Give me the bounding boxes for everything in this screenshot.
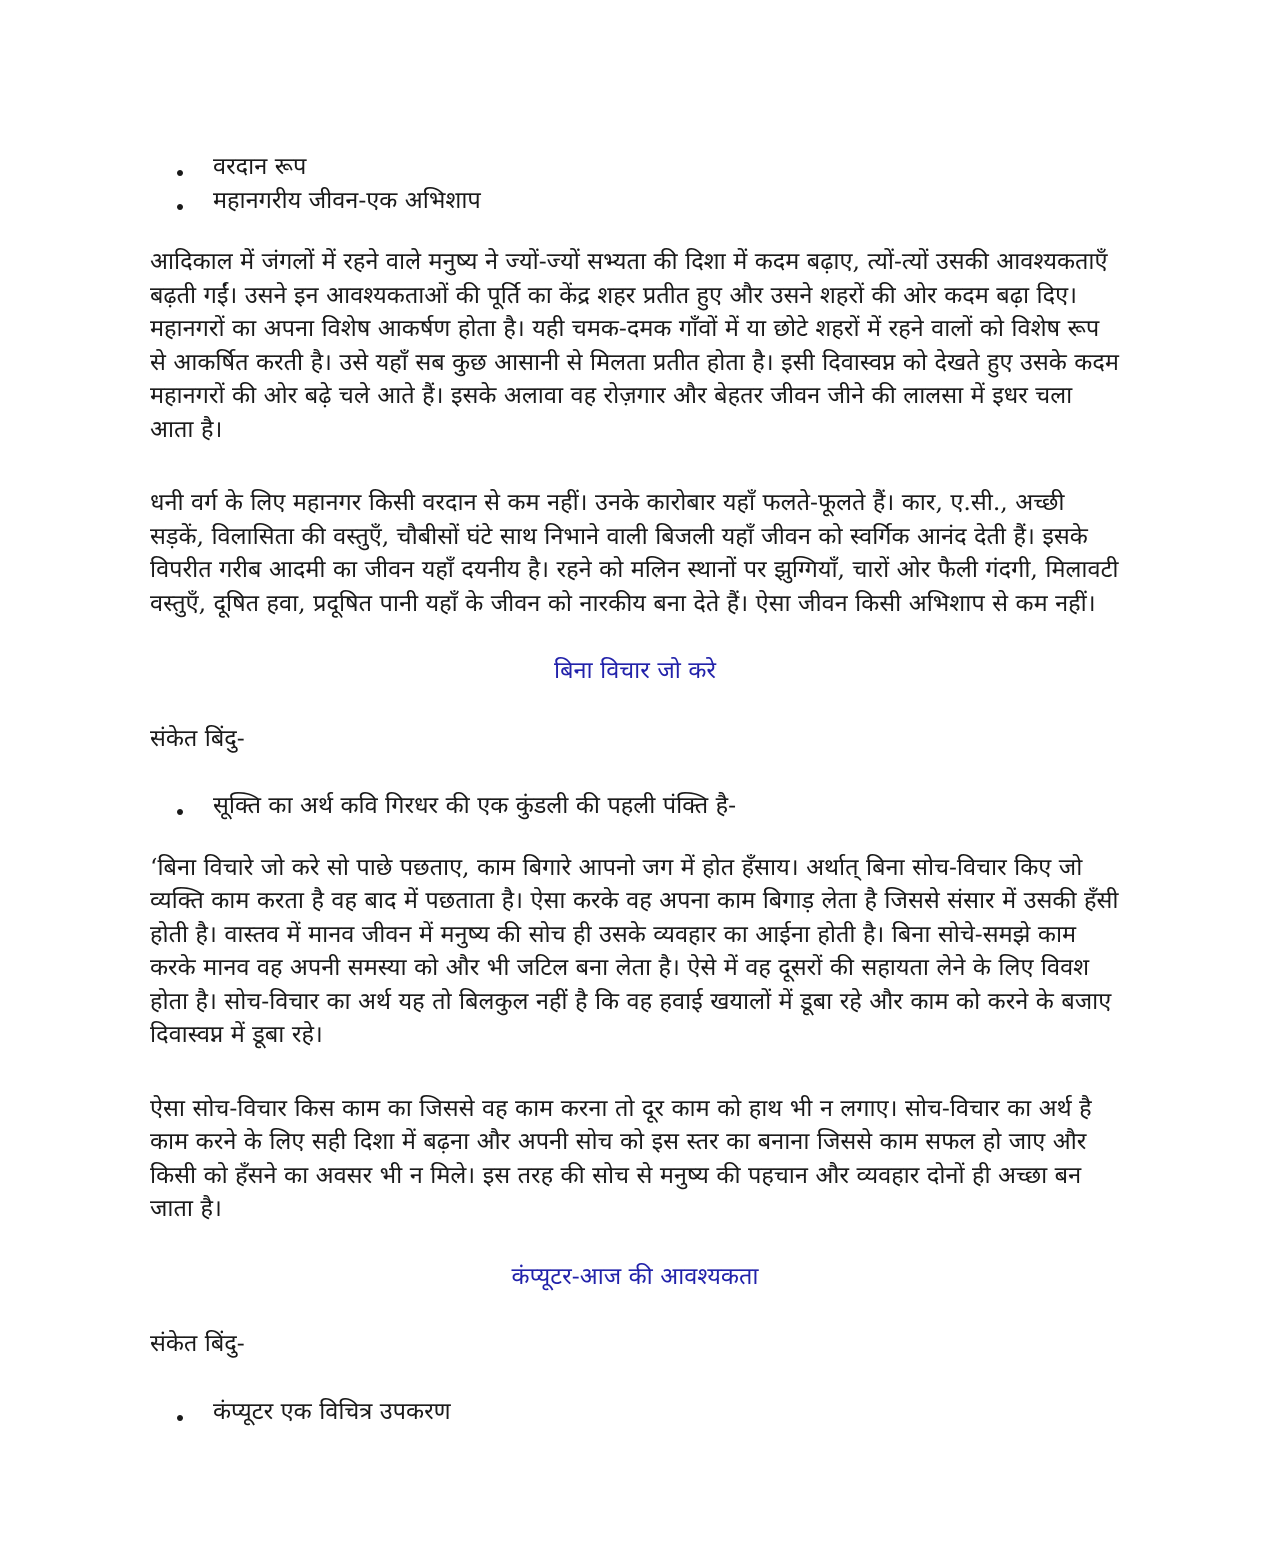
paragraph: ऐसा सोच-विचार किस काम का जिससे वह काम करना तो दूर काम को हाथ भी न लगाए। सोच-विचार का अर्थ है काम करने के लिए सही दिशा में बढ़ना और अपनी सोच को इस स्तर का बनाना जिससे काम सफल हो जाए और किसी को हँसने का अवसर भी न मिले। इस तरह की सोच से मनुष्य की पहचान और व्यवहार दोनों ही अच्छा बन जाता है।	[150, 1093, 1092, 1222]
hint-label: संकेत बिंदु-	[150, 1329, 245, 1357]
spacer	[150, 446, 1120, 486]
hint-label: संकेत बिंदु-	[150, 723, 245, 752]
paragraph: ‘बिना विचारे जो करे सो पाछे पछताए, काम बिगारे आपनो जग में होत हँसाय। अर्थात् बिना सोच-विचार किए जो व्यक्ति काम करता है वह बाद में पछताता है। ऐसा करके वह अपना काम बिगाड़ लेता है जिससे संसार में उसकी हँसी होती है। वास्तव में मानव जीवन में मनुष्य की सोच ही उसके व्यवहार का आईना होती है। बिना सोचे-समझे काम करके मानव वह अपनी समस्या को और भी जटिल बना लेता है। ऐसे में वह दूसरों की सहायता लेने के लिए विवश होता है। सोच-विचार का अर्थ यह तो बिलकुल नहीं है कि वह हवाई खयालों में डूबा रहे और काम को करने के बजाए दिवास्वप्न में डूबा रहे।	[150, 852, 1119, 1048]
spacer	[150, 688, 1120, 722]
spacer	[150, 1226, 1120, 1260]
section-title: कंप्यूटर-आज की आवश्यकता	[511, 1261, 759, 1290]
spacer	[150, 1361, 1120, 1395]
list-item: कंप्यूटर एक विचित्र उपकरण	[150, 1395, 1120, 1429]
paragraph: आदिकाल में जंगलों में रहने वाले मनुष्य ने ज्यों-ज्यों सभ्यता की दिशा में कदम बढ़ाए, त्यों-त्यों उसकी आवश्यकताएँ बढ़ती गईं। उसने इन आवश्यकताओं की पूर्ति का केंद्र शहर प्रतीत हुए और उसने शहरों की ओर कदम बढ़ा दिए। महानगरों का अपना विशेष आकर्षण होता है। यही चमक-दमक गाँवों में या छोटे शहरों में रहने वालों को विशेष रूप से आकर्षित करती है। उसे यहाँ सब कुछ आसानी से मिलता प्रतीत होता है। इसी दिवास्वप्न को देखते हुए उसके कदम महानगरों की ओर बढ़े चले आते हैं। इसके अलावा वह रोज़गार और बेहतर जीवन जीने की लालसा में इधर चला आता है।	[150, 247, 1119, 443]
spacer	[150, 1052, 1120, 1092]
section1-bullet-list	[150, 150, 1120, 217]
page-content	[150, 150, 1120, 1428]
section-title: बिना विचार जो करे	[554, 656, 716, 684]
list-item: वरदान रूप	[150, 150, 1120, 184]
section2-bullet-list	[150, 789, 1120, 823]
spacer	[150, 755, 1120, 789]
paragraph: धनी वर्ग के लिए महानगर किसी वरदान से कम नहीं। उनके कारोबार यहाँ फलते-फूलते हैं। कार, ए.सी., अच्छी सड़कें, विलासिता की वस्तुएँ, चौबीसों घंटे साथ निभाने वाली बिजली यहाँ जीवन को स्वर्गिक आनंद देती हैं। इसके विपरीत गरीब आदमी का जीवन यहाँ दयनीय है। रहने को मलिन स्थानों पर झुग्गियाँ, चारों ओर फैली गंदगी, मिलावटी वस्तुएँ, दूषित हवा, प्रदूषित पानी यहाँ के जीवन को नारकीय बना देते हैं। ऐसा जीवन किसी अभिशाप से कम नहीं।	[150, 488, 1119, 617]
list-item: महानगरीय जीवन-एक अभिशाप	[150, 184, 1120, 218]
list-item: सूक्ति का अर्थ कवि गिरधर की एक कुंडली की पहली पंक्ति है-	[150, 789, 1120, 823]
spacer	[150, 620, 1120, 654]
spacer	[150, 1293, 1120, 1327]
section3-bullet-list	[150, 1395, 1120, 1429]
spacer	[150, 823, 1120, 851]
spacer	[150, 217, 1120, 245]
